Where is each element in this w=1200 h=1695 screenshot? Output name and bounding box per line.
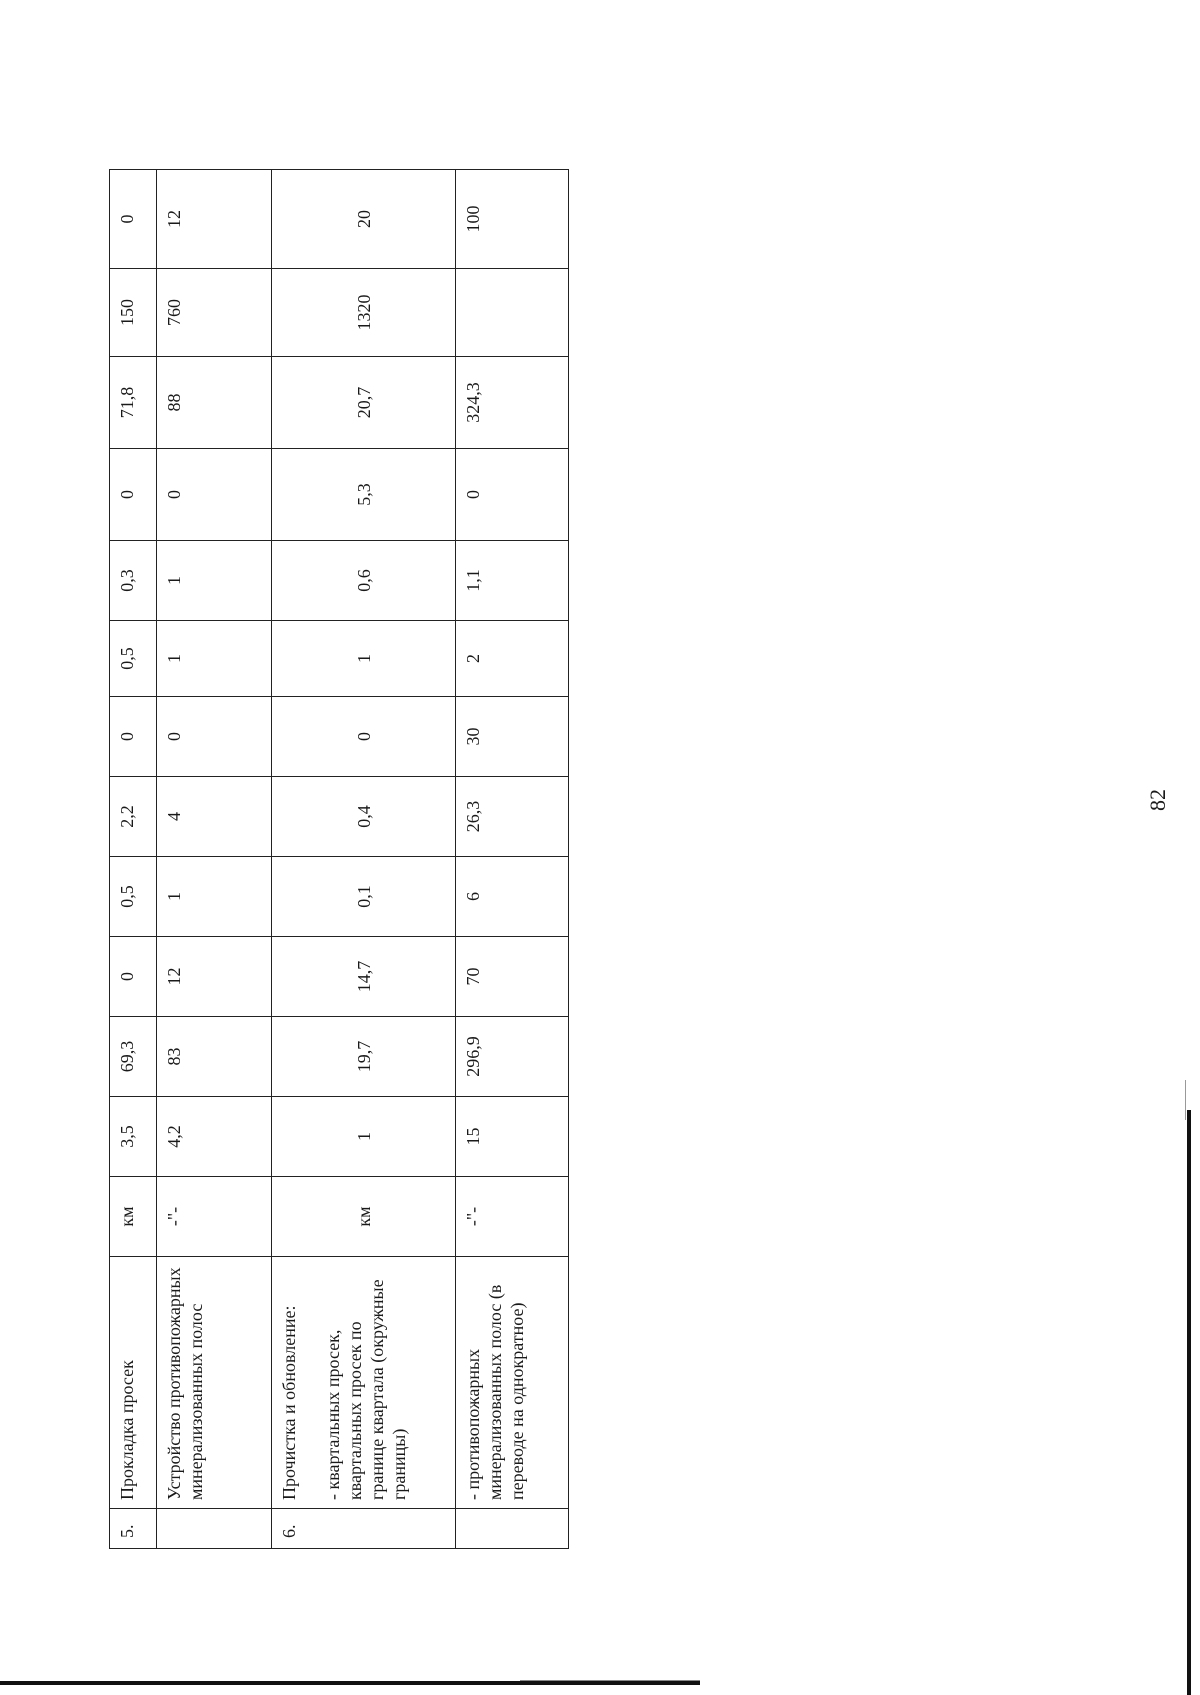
value-cell: 296,9 [456,1017,569,1097]
value-cell: 0,5 [110,857,157,937]
value-cell: 0 [110,937,157,1017]
value-cell: 30 [456,697,569,777]
value-cell: 1 [271,1097,455,1177]
bottom-scan-edge-thin [520,1680,700,1681]
value-cell: 70 [456,937,569,1017]
row-number [456,1509,569,1549]
value-cell: 3,5 [110,1097,157,1177]
value-cell: 0,3 [110,541,157,621]
value-cell: 100 [456,170,569,269]
value-cell: 5,3 [271,449,455,541]
value-cell: 15 [456,1097,569,1177]
value-cell: 71,8 [110,357,157,449]
row-number: 5. [110,1509,157,1549]
row-description: Устройство противопожарных минерализованных полос [157,1257,272,1509]
value-cell: 1 [271,621,455,697]
bottom-scan-edge [0,1681,700,1685]
value-cell: 760 [157,269,272,357]
value-cell: 20 [271,170,455,269]
value-cell: 1320 [271,269,455,357]
value-cell: 2 [456,621,569,697]
value-cell: 12 [157,937,272,1017]
value-cell: 1,1 [456,541,569,621]
value-cell: 1 [157,857,272,937]
value-cell: 20,7 [271,357,455,449]
row-description-cell [271,1257,455,1509]
value-cell: 69,3 [110,1017,157,1097]
value-cell: 12 [157,170,272,269]
value-cell: 4,2 [157,1097,272,1177]
right-scan-edge [1187,1110,1191,1695]
row-number [157,1509,272,1549]
value-cell: 26,3 [456,777,569,857]
value-cell: 324,3 [456,357,569,449]
row-description: - противопожарных минерализованных полос (в переводе на однократное) [456,1257,569,1509]
value-cell: 14,7 [271,937,455,1017]
table-row [456,170,569,1549]
value-cell: 0 [157,449,272,541]
value-cell: 0 [110,170,157,269]
right-scan-edge-thin [1185,1080,1186,1120]
value-cell: 6 [456,857,569,937]
value-cell: 0 [271,697,455,777]
row-unit: км [271,1177,455,1257]
value-cell: 0,6 [271,541,455,621]
value-cell [456,269,569,357]
row-unit: км [110,1177,157,1257]
row-description: Прокладка просек [110,1257,157,1509]
value-cell: 1 [157,541,272,621]
row-number: 6. [271,1509,455,1549]
table-container [109,169,569,1549]
value-cell: 0 [157,697,272,777]
row-description-title: Прочистка и обновление: [278,1305,299,1500]
rotated-table-frame [109,169,569,1549]
table-row [271,170,455,1549]
forestry-measures-table [109,169,569,1549]
value-cell: 0 [110,697,157,777]
value-cell: 0,4 [271,777,455,857]
value-cell: 0,1 [271,857,455,937]
value-cell: 19,7 [271,1017,455,1097]
value-cell: 0 [456,449,569,541]
value-cell: 0 [110,449,157,541]
value-cell: 1 [157,621,272,697]
table-row [110,170,157,1549]
row-unit: -"- [157,1177,272,1257]
value-cell: 2,2 [110,777,157,857]
table-row [157,170,272,1549]
value-cell: 0,5 [110,621,157,697]
row-description: - квартальных просек, квартальных просек по границе квартала (окружные границы) [322,1279,409,1500]
value-cell: 4 [157,777,272,857]
value-cell: 88 [157,357,272,449]
value-cell: 83 [157,1017,272,1097]
page-number: 82 [1145,789,1170,811]
row-unit: -"- [456,1177,569,1257]
value-cell: 150 [110,269,157,357]
